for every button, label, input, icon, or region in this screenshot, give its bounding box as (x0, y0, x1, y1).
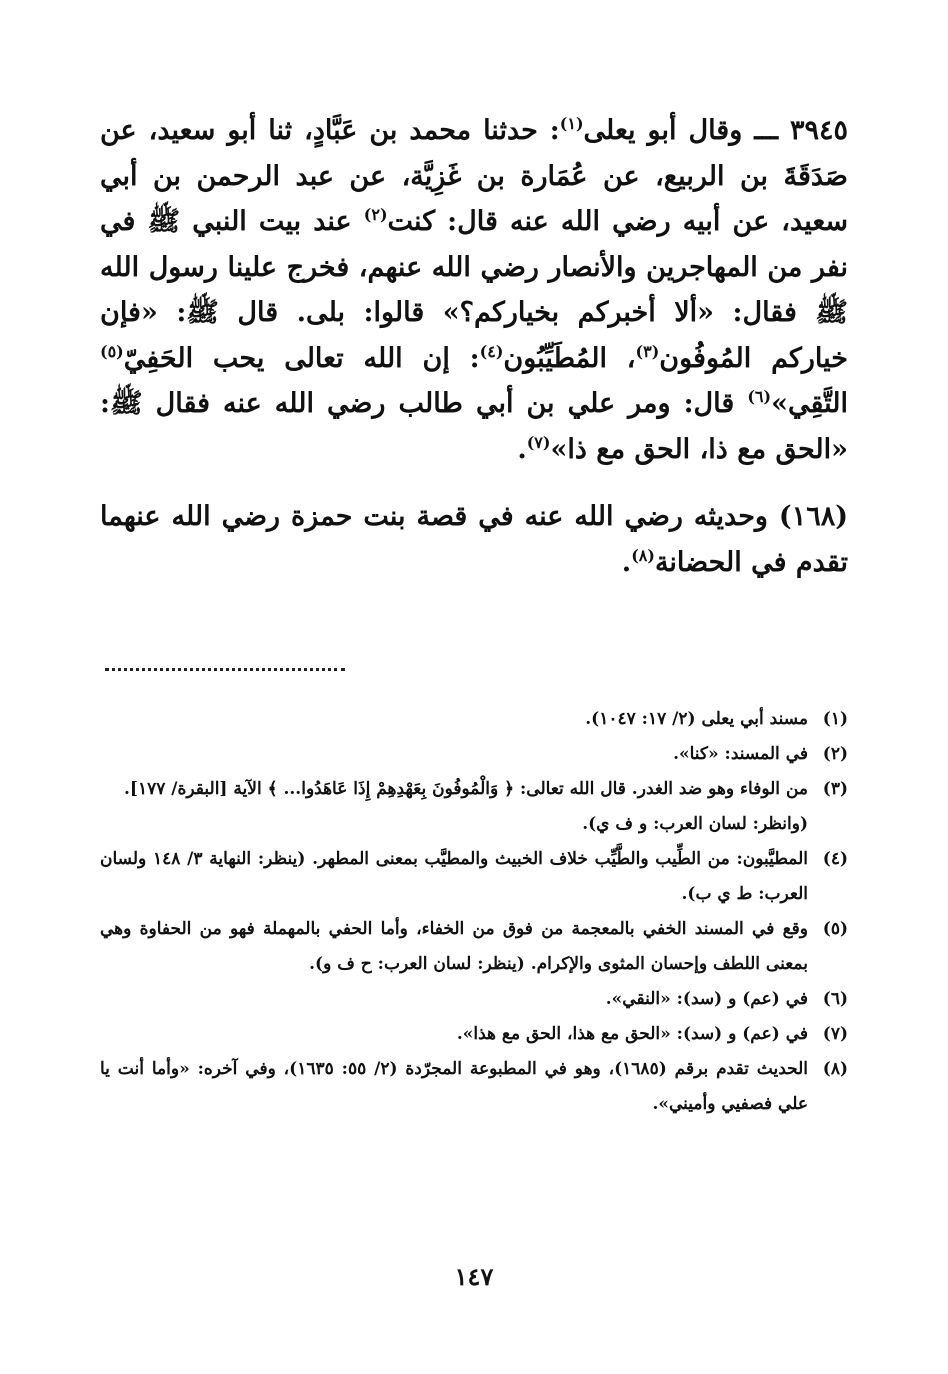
footnote-number: (٥) (822, 919, 848, 939)
footnote-number: (٨) (822, 1059, 848, 1079)
dash: ـــ (754, 115, 778, 146)
text-segment: وقال أبو يعلى (583, 115, 743, 146)
text-segment: قال: ومر علي بن أبي طالب رضي الله عنه فقال ﷺ: «الحق مع ذا، الحق مع ذا» (100, 388, 848, 465)
cross-reference-paragraph (100, 494, 848, 585)
footnote-text: في (عم) و (سد): «الحق مع هذا، الحق مع هذا». (456, 1024, 808, 1044)
footnote-text: الحديث تقدم برقم (١٦٨٥)، وهو في المطبوعة المجرّدة (٢/ ٥٥: ١٦٣٥)، وفي آخره: «وأما أنت يا علي فصفيي وأميني». (100, 1059, 808, 1114)
text-segment: عند بيت النبي ﷺ في نفر من المهاجرين والأنصار رضي الله عنهم، فخرج علينا رسول الله ﷺ فقال: «ألا أخبركم بخياركم؟» قالوا: بلى. قال ﷺ: «فإن خياركم المُوفُون (100, 206, 848, 374)
footnote-ref[interactable]: (٣) (635, 341, 660, 361)
footnote (100, 1017, 848, 1052)
footnote-text: وقع في المسند الخفي بالمعجمة من فوق من الخفاء، وأما الحفي بالمهملة فهو من الحفاوة وهي بمعنى اللطف وإحسان المثوى والإكرام. (ينظر: لسان العرب: ح ف و). (100, 919, 808, 974)
footnotes (100, 702, 848, 1122)
footnote-number: (٣) (822, 779, 848, 799)
hadith-paragraph (100, 108, 848, 472)
text-segment: : إن الله تعالى يحب الحَفِيّ (123, 342, 480, 374)
footnote (100, 982, 848, 1017)
page-number: ١٤٧ (454, 1262, 494, 1291)
footnote-number: (١) (822, 709, 848, 729)
text-segment: (١٦٨) وحديثه رضي الله عنه في قصة بنت حمزة رضي الله عنهما تقدم في الحضانة (100, 501, 848, 578)
footnote-text: من الوفاء وهو ضد الغدر. قال الله تعالى: ﴿ وَالْمُوفُونَ بِعَهْدِهِمْ إِذَا عَاهَدُوا... ﴾ الآية [البقرة/ ١٧٧]. (124, 779, 808, 799)
footnote-text: مسند أبي يعلى (٢/ ١٧: ١٠٤٧). (585, 709, 808, 729)
footnote (100, 772, 848, 807)
footnote-ref[interactable]: (٧) (526, 432, 551, 452)
footnote-ref[interactable]: (١) (559, 114, 584, 133)
footnote-ref[interactable]: (٥) (100, 341, 124, 361)
footnote-number: (٦) (822, 989, 848, 1009)
footnote-number: (٧) (822, 1024, 848, 1044)
text-segment: التَّقِي» (771, 388, 848, 419)
footnote (100, 737, 848, 772)
footnote-ref[interactable]: (٢) (363, 205, 388, 224)
footnote-text: المطيَّبون: من الطِّيب والطَّيِّب خلاف الخبيث والمطيَّب بمعنى المطهر. (ينظر: النهاية ٣/ ١٤٨ ولسان العرب: ط ي ب). (100, 849, 808, 904)
text-segment: . (517, 433, 527, 465)
footnote (100, 842, 848, 912)
footnote-number: (٤) (822, 849, 848, 869)
footnote-continuation: (وانظر: لسان العرب: و ف ي). (582, 814, 808, 834)
footnote-separator (105, 668, 345, 671)
text-segment: : حدثنا محمد بن عَبَّادٍ، ثنا أبو سعيد، عن صَدَقَةَ بن الربيع، عن عُمَارة بن غَزِيَّة، عن عبد الرحمن بن أبي سعيد، عن أبيه رضي الله عنه قال: كنت (100, 115, 848, 237)
footnote-ref[interactable]: (٦) (747, 387, 772, 406)
text-segment: ، المُطَيِّبُون (503, 342, 636, 374)
footnote-number: (٢) (822, 744, 848, 764)
footnote-text: في (عم) و (سد): «النقي». (605, 989, 808, 1009)
footnote-ref[interactable]: (٨) (631, 545, 655, 565)
footnote (100, 1052, 848, 1122)
footnote (100, 912, 848, 982)
footnote-text: في المسند: «كنا». (673, 744, 808, 764)
footnote-ref[interactable]: (٤) (479, 341, 504, 361)
hadith-number: ٣٩٤٥ (789, 115, 848, 146)
footnote (100, 702, 848, 737)
text-segment: . (621, 546, 632, 578)
main-text (100, 108, 848, 585)
